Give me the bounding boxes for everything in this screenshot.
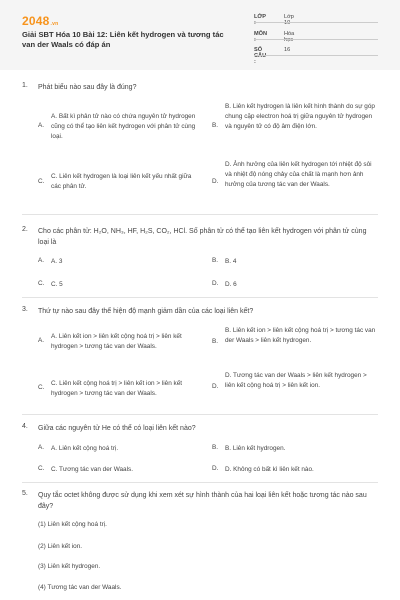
question-text: Phát biểu nào sau đây là đúng? bbox=[38, 84, 137, 91]
option-text: B. 4 bbox=[225, 258, 237, 265]
question-text: Cho các phân tử: H₂O, NH₃, HF, H₂S, CO₂, HCl. Số phân tử có thể tạo liên kết hydrogen với phân tử cùng loại là bbox=[38, 228, 367, 246]
option-letter: A. bbox=[38, 257, 45, 264]
question-number: 2. bbox=[22, 226, 28, 233]
meta-key: MÔN : bbox=[254, 31, 268, 43]
question-text: Thứ tự nào sau đây thể hiện độ mạnh giảm dần của các loại liên kết? bbox=[38, 308, 254, 315]
option-letter: C. bbox=[38, 178, 45, 185]
meta-divider bbox=[254, 22, 378, 23]
question-4 bbox=[22, 423, 382, 435]
question-2 bbox=[22, 226, 382, 250]
option-text: A. 3 bbox=[51, 258, 63, 265]
option-letter: B. bbox=[212, 122, 219, 129]
option-letter: D. bbox=[212, 383, 219, 390]
option-letter: C. bbox=[38, 465, 45, 472]
option-letter: A. bbox=[38, 444, 45, 451]
meta-divider bbox=[254, 55, 378, 56]
meta-divider bbox=[254, 39, 378, 40]
page-title: Giải SBT Hóa 10 Bài 12: Liên kết hydrogen và tương tác van der Waals có đáp án bbox=[22, 30, 224, 49]
meta-key: LỚP : bbox=[254, 14, 266, 26]
option-text: B. Liên kết hydrogen là liên kết hình thành do sự góp chung cặp electron hoá trị giữa nguyên tử hydrogen và nguyên tử có độ âm điện lớn. bbox=[225, 103, 375, 130]
option-text: C. Liên kết cộng hoá trị > liên kết ion > liên kết hydrogen > tương tác van der Waals. bbox=[51, 380, 183, 397]
divider bbox=[22, 214, 378, 215]
question-3 bbox=[22, 306, 382, 318]
question-5 bbox=[22, 490, 382, 514]
option-text: D. Không có bất kì liên kết nào. bbox=[225, 466, 314, 473]
option-text: B. Liên kết ion > liên kết cộng hoá trị > tương tác van der Waals > liên kết hydrogen. bbox=[225, 327, 376, 344]
meta-value: Hóa học bbox=[284, 31, 295, 43]
option-text: A. Liên kết cộng hoá trị. bbox=[51, 445, 119, 452]
option-letter: B. bbox=[212, 338, 219, 345]
option-text: D. Ảnh hưởng của liên kết hydrogen tới nhiệt độ sôi và nhiệt độ nóng chảy của chất là mạnh hơn ảnh hưởng của tương tác van der Waals. bbox=[225, 161, 372, 188]
question-number: 3. bbox=[22, 306, 28, 313]
option-text: A. Liên kết ion > liên kết cộng hoá trị > liên kết hydrogen > tương tác van der Waals. bbox=[51, 333, 182, 350]
question-number: 1. bbox=[22, 82, 28, 89]
statement-item: (1) Liên kết cộng hoá trị. bbox=[38, 521, 107, 528]
option-text: C. Tương tác van der Waals. bbox=[51, 466, 133, 473]
option-letter: D. bbox=[212, 280, 219, 287]
divider bbox=[22, 482, 378, 483]
logo[interactable] bbox=[22, 14, 58, 28]
option-letter: D. bbox=[212, 465, 219, 472]
option-text: D. 6 bbox=[225, 281, 237, 288]
logo-suffix: .vn bbox=[50, 21, 59, 27]
question-text: Quy tắc octet không được sử dụng khi xem xét sự hình thành của hai loại liên kết hoặc tương tác nào sau đây? bbox=[38, 492, 367, 510]
statement-item: (4) Tương tác van der Waals. bbox=[38, 584, 122, 591]
question-1 bbox=[22, 82, 382, 94]
meta-value: Lớp 10 bbox=[284, 14, 294, 26]
option-letter: B. bbox=[212, 257, 219, 264]
meta-key: SỐ CÂU : bbox=[254, 47, 267, 65]
question-number: 5. bbox=[22, 490, 28, 497]
divider bbox=[22, 414, 378, 415]
option-text: A. Bất kì phân tử nào có chứa nguyên tử hydrogen cũng có thể tạo liên kết hydrogen với phân tử cùng loại. bbox=[51, 113, 196, 140]
option-text: B. Liên kết hydrogen. bbox=[225, 445, 286, 452]
option-letter: B. bbox=[212, 444, 219, 451]
meta-value: 16 bbox=[284, 47, 291, 53]
option-letter: A. bbox=[38, 337, 45, 344]
option-text: C. Liên kết hydrogen là loại liên kết yếu nhất giữa các phân tử. bbox=[51, 173, 192, 190]
option-letter: A. bbox=[38, 122, 45, 129]
divider bbox=[22, 297, 378, 298]
statement-item: (3) Liên kết hydrogen. bbox=[38, 563, 101, 570]
option-letter: C. bbox=[38, 384, 45, 391]
option-letter: C. bbox=[38, 280, 45, 287]
question-text: Giữa các nguyên tử He có thể có loại liên kết nào? bbox=[38, 425, 196, 432]
header bbox=[0, 0, 400, 70]
option-text: C. 5 bbox=[51, 281, 63, 288]
statement-item: (2) Liên kết ion. bbox=[38, 543, 83, 550]
question-number: 4. bbox=[22, 423, 28, 430]
option-letter: D. bbox=[212, 178, 219, 185]
option-text: D. Tương tác van der Waals > liên kết hydrogen > liên kết cộng hoá trị > liên kết ion. bbox=[225, 372, 367, 389]
logo-text: 2048 bbox=[22, 14, 50, 28]
